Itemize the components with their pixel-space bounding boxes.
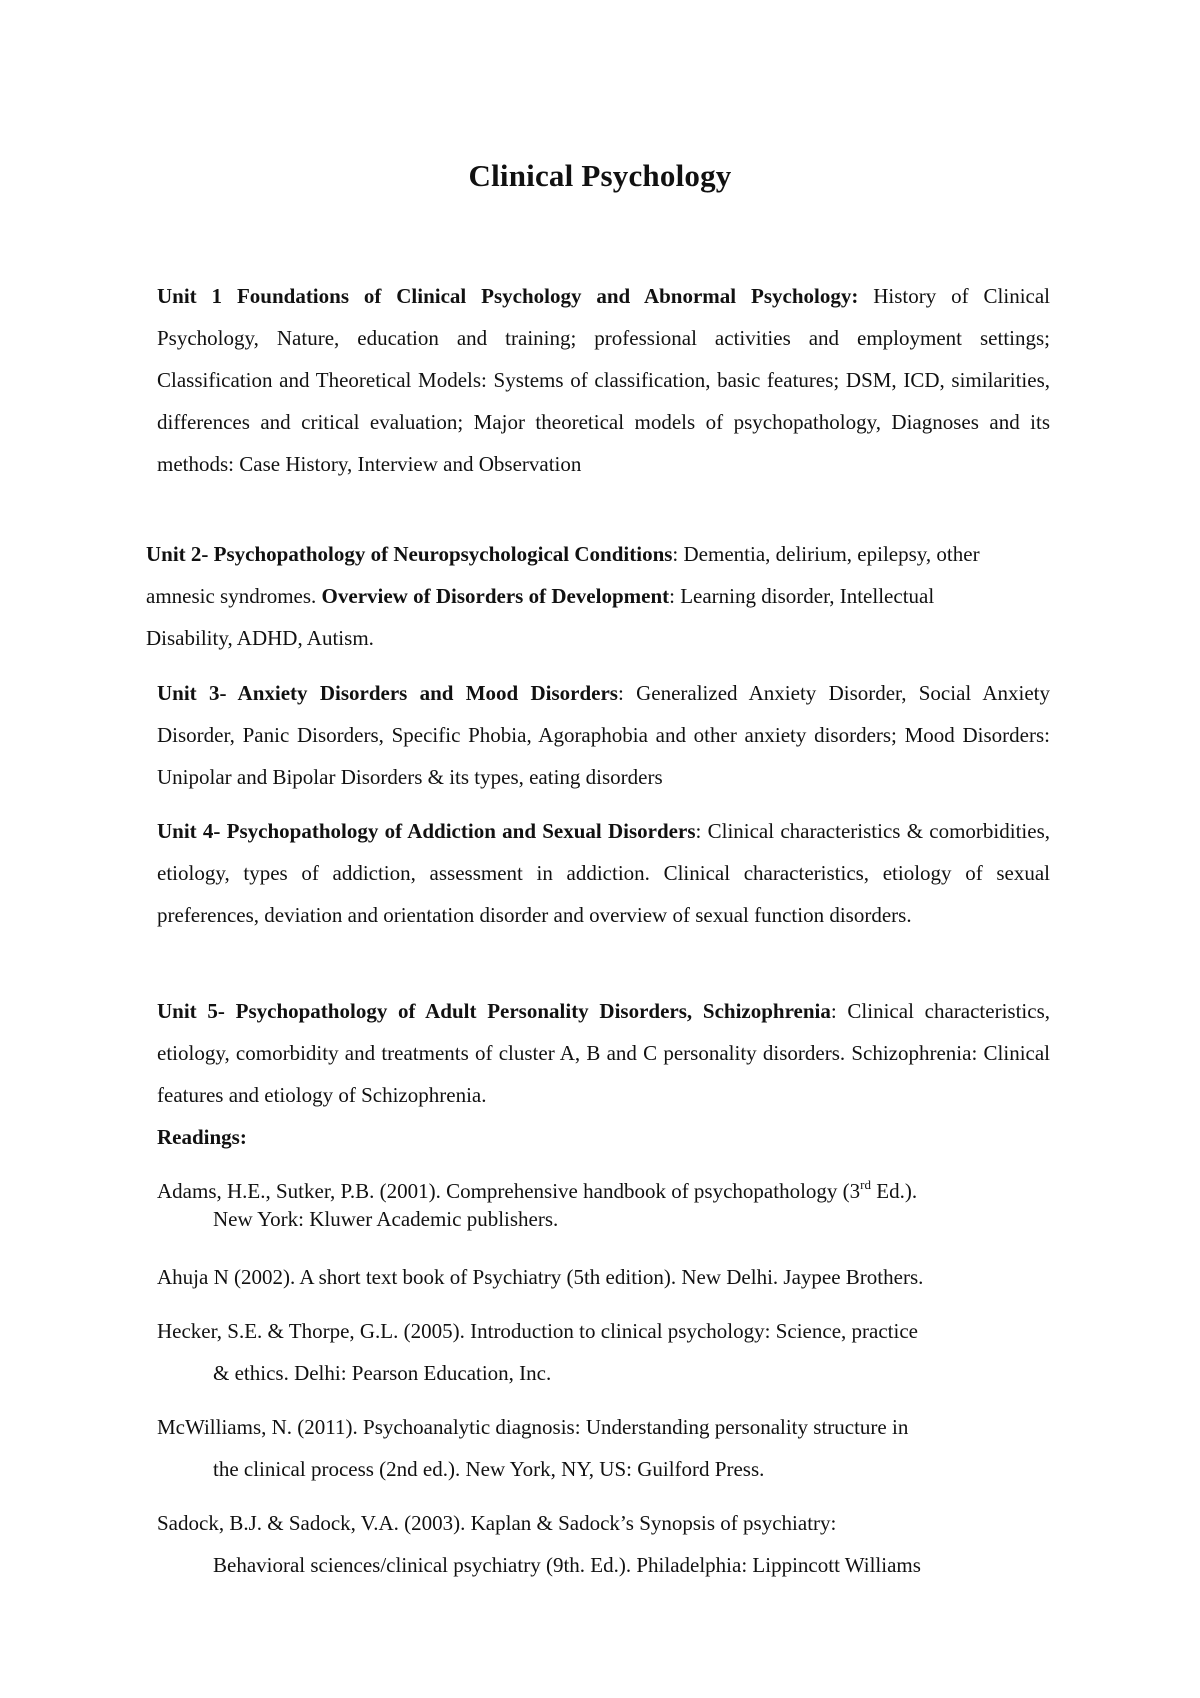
unit-2 (146, 533, 1026, 659)
unit-1-heading: Unit 1 Foundations of Clinical Psychology and Abnormal Psychology: (157, 284, 859, 308)
page-title: Clinical Psychology (468, 158, 732, 193)
unit-5-text: : Clinical characteristics, etiology, comorbidity and treatments of cluster A, B and C personality disorders. Schizophrenia: Clinical features and etiology of Schizophrenia. (157, 999, 1050, 1107)
unit-3 (157, 672, 1050, 798)
reference-1 (157, 1177, 1057, 1233)
reference-4-line1: McWilliams, N. (2011). Psychoanalytic diagnosis: Understanding personality structure in (157, 1415, 909, 1439)
reference-5-line2: Behavioral sciences/clinical psychiatry (9th. Ed.). Philadelphia: Lippincott Williams (213, 1553, 921, 1577)
reference-1-superscript: rd (860, 1177, 872, 1192)
unit-2-text-2: : Learning disorder, Intellectual Disability, ADHD, Autism. (146, 584, 935, 650)
reference-5 (157, 1502, 1057, 1586)
unit-1 (157, 275, 1050, 485)
unit-4 (157, 810, 1050, 936)
reference-2 (157, 1256, 1057, 1298)
unit-5 (157, 990, 1050, 1116)
unit-3-text: : Generalized Anxiety Disorder, Social Anxiety Disorder, Panic Disorders, Specific Phobia, Agoraphobia and other anxiety disorders; Mood Disorders: Unipolar and Bipolar Disorders & its types, eating disorders (157, 681, 1050, 789)
reference-5-line1: Sadock, B.J. & Sadock, V.A. (2003). Kaplan & Sadock’s Synopsis of psychiatry: (157, 1511, 837, 1535)
reference-1-line1-end: Ed.). (871, 1179, 918, 1203)
reference-1-line2: New York: Kluwer Academic publishers. (213, 1207, 559, 1231)
reference-3-line1: Hecker, S.E. & Thorpe, G.L. (2005). Introduction to clinical psychology: Science, practice (157, 1319, 918, 1343)
unit-2-heading: Unit 2- Psychopathology of Neuropsychological Conditions (146, 542, 673, 566)
unit-2-text: : Dementia, delirium, epilepsy, other amnesic syndromes. (146, 542, 980, 608)
reference-4-line2: the clinical process (2nd ed.). New York, NY, US: Guilford Press. (213, 1457, 765, 1481)
reference-4 (157, 1406, 1057, 1490)
unit-4-text: : Clinical characteristics & comorbidities, etiology, types of addiction, assessment in addiction. Clinical characteristics, etiology of sexual preferences, deviation and orientation disorder and overview of sexual function disorders. (157, 819, 1051, 927)
reference-3-line2: & ethics. Delhi: Pearson Education, Inc. (213, 1361, 552, 1385)
unit-1-text: History of Clinical Psychology, Nature, education and training; professional activities and employment settings; Classification and Theoretical Models: Systems of classification, basic features; DSM, ICD, similarities, differences and critical evaluation; Major theoretical models of psychopathology, Diagnoses and its methods: Case History, Interview and Observation (157, 284, 1051, 476)
unit-2-heading-2: Overview of Disorders of Development (321, 584, 670, 608)
reference-1-line1: Adams, H.E., Sutker, P.B. (2001). Comprehensive handbook of psychopathology (3 (157, 1179, 861, 1203)
readings-heading: Readings: (157, 1125, 247, 1149)
reference-3 (157, 1310, 1057, 1394)
reference-2-line1: Ahuja N (2002). A short text book of Psychiatry (5th edition). New Delhi. Jaypee Brothers. (157, 1265, 924, 1289)
unit-4-heading: Unit 4- Psychopathology of Addiction and Sexual Disorders (157, 819, 696, 843)
unit-5-heading: Unit 5- Psychopathology of Adult Personality Disorders, Schizophrenia (157, 999, 831, 1023)
unit-3-heading: Unit 3- Anxiety Disorders and Mood Disorders (157, 681, 618, 705)
